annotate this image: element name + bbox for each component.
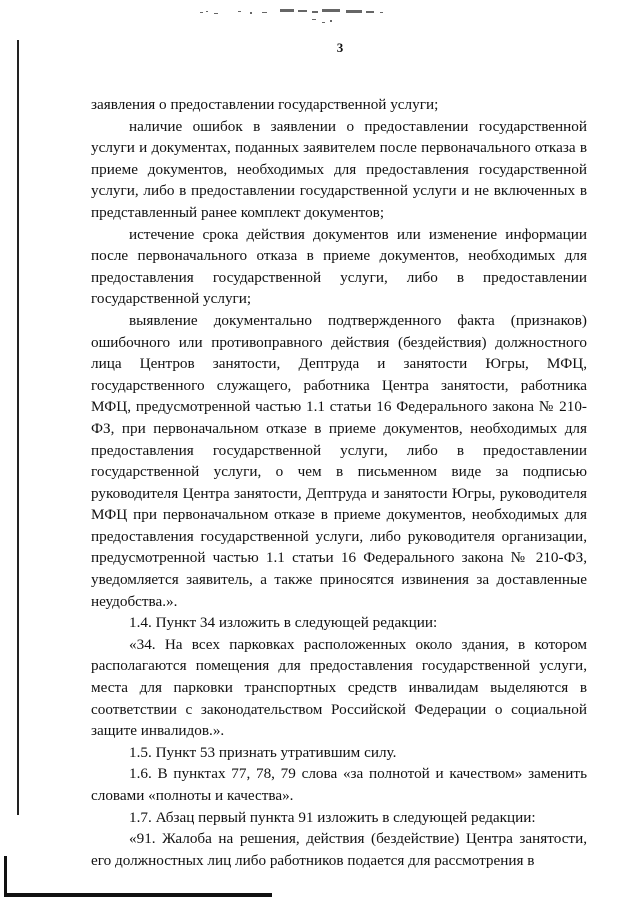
paragraph: «91. Жалоба на решения, действия (бездействие) Центра занятости, его должностных лиц либо работников подается для рассмотрения в — [91, 830, 587, 869]
scan-bottom-mark — [4, 893, 272, 897]
paragraph: 1.4. Пункт 34 изложить в следующей редакции: — [129, 614, 438, 632]
paragraph: «34. На всех парковках расположенных около здания, в котором располагаются помещения для предоставления государственной услуги, места для парковки транспортных средств инвалидам выделяются в соответствии с законодательством Российской Федерации о социальной защите инвалидов.». — [91, 635, 587, 740]
paragraph: наличие ошибок в заявлении о предоставлении государственной услуги и документах, поданных заявителем после первоначального отказа в приеме документов, необходимых для предоставления государственной услуги, либо в предоставлении государственной услуги и не включенных в представленный ранее комплект документов; — [91, 117, 587, 221]
scan-noise — [0, 0, 640, 60]
paragraph: 1.7. Абзац первый пункта 91 изложить в следующей редакции: — [129, 808, 536, 826]
paragraph: истечение срока действия документов или изменение информации после первоначального отказа в приеме документов, необходимых для предоставления государственной услуги, либо в предоставлении государственной услуги; — [91, 225, 587, 308]
scan-corner-mark — [4, 856, 7, 896]
paragraph: 1.6. В пунктах 77, 78, 79 слова «за полнотой и качеством» заменить словами «полноты и качества». — [91, 765, 587, 804]
page-number: 3 — [336, 40, 344, 55]
paragraph: 1.5. Пункт 53 признать утратившим силу. — [129, 743, 397, 761]
paragraph: заявления о предоставлении государственной услуги; — [91, 96, 439, 113]
scan-left-edge — [17, 40, 19, 815]
paragraph: выявление документально подтвержденного факта (признаков) ошибочного или противоправного действия (бездействия) должностного лица Центров занятости, Дептруда и занятости Югры, МФЦ, государственного служащего, работника Центра занятости, работника МФЦ, предусмотренной частью 1.1 статьи 16 Федерального закона № 210-ФЗ, при первоначальном отказе в приеме документов, необходимых для предоставления государственной услуги, либо в предоставлении государственной услуги, о чем в письменном виде за подписью руководителя Центра занятости, Дептруда и занятости Югры, руководителя МФЦ при первоначальном отказе в приеме документов, необходимых для предоставления государственной услуги, либо руководителя организации, предусмотренной частью 1.1 статьи 16 Федерального закона № 210-ФЗ, уведомляется заявитель, а также приносятся извинения за доставленные неудобства.». — [91, 311, 587, 610]
document-body — [91, 94, 587, 871]
